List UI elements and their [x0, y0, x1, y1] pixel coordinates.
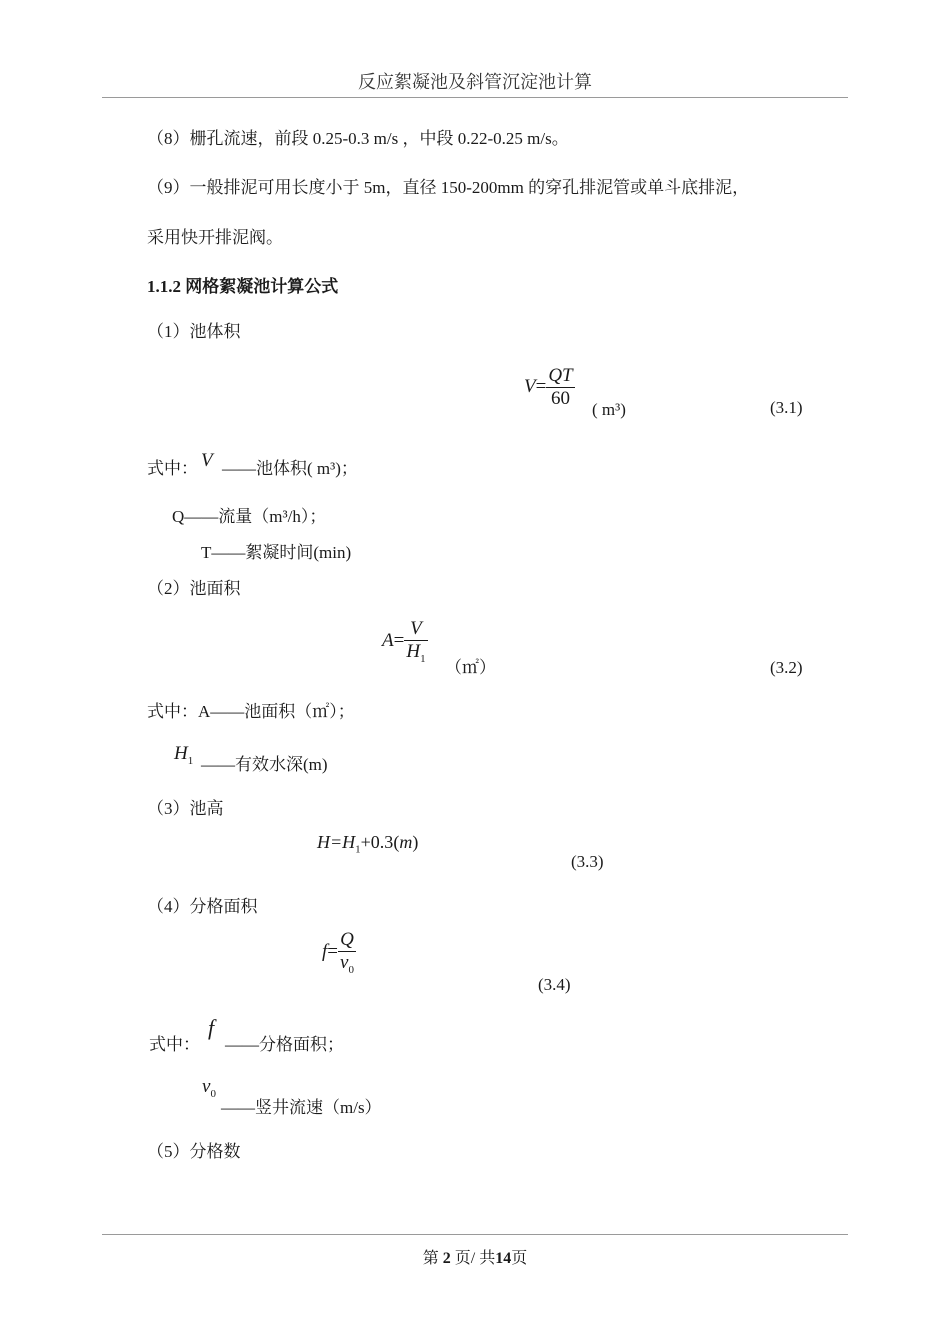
equation-3-3 — [317, 832, 418, 856]
eq2-op: = — [393, 629, 405, 651]
def4-symbol2 — [202, 1076, 216, 1100]
def4-desc2: ——竖井流速（m/s） — [221, 1098, 382, 1117]
eq4-numerator: Q — [340, 929, 354, 950]
def4-symbol: f — [208, 1015, 215, 1040]
item-2-label: （2）池面积 — [147, 579, 241, 598]
eq1-number: (3.1) — [770, 398, 803, 417]
eq3-paren-left: ( — [393, 832, 400, 852]
eq3-unit: m — [399, 832, 413, 852]
item-1-label: （1）池体积 — [147, 322, 241, 341]
footer-rule — [102, 1234, 848, 1235]
footer-mid: 页/ 共 — [454, 1250, 496, 1267]
eq3-paren-right: ) — [412, 832, 419, 852]
eq1-unit: ( m³) — [592, 400, 626, 419]
eq1-numerator: QT — [548, 365, 573, 386]
footer-total-pages: 14 — [495, 1250, 512, 1267]
paragraph-9-line1: （9）一般排泥可用长度小于 5m，直径 150-200mm 的穿孔排泥管或单斗底排泥， — [147, 178, 750, 197]
def2-desc: ——有效水深(m) — [201, 755, 328, 774]
eq4-denominator — [338, 951, 356, 976]
eq2-number: (3.2) — [770, 658, 803, 677]
page-header-title: 反应絮凝池及斜管沉淀池计算 — [358, 72, 592, 92]
eq4-fraction — [338, 929, 356, 976]
def4-text: ——分格面积； — [225, 1035, 344, 1054]
def1-q: Q——流量（m³/h）； — [172, 507, 327, 526]
item-3-label: （3）池高 — [147, 799, 224, 818]
header-rule — [102, 97, 848, 98]
equation-3-2 — [382, 618, 428, 665]
footer-suffix: 页 — [511, 1250, 528, 1267]
paragraph-8: （8）栅孔流速，前段 0.25-0.3 m/s ，中段 0.22-0.25 m/s。 — [147, 129, 569, 148]
def1-symbol: V — [201, 450, 213, 471]
eq1-denominator: 60 — [546, 387, 574, 410]
def1-prefix: 式中： — [147, 459, 198, 478]
eq4-den-symbol: v — [340, 952, 349, 973]
def2-symbol-letter: H — [174, 743, 188, 764]
eq2-lhs: A — [382, 629, 394, 651]
eq2-den-symbol: H — [406, 641, 421, 662]
item-4-label: （4）分格面积 — [147, 897, 258, 916]
eq4-op: = — [327, 940, 338, 962]
def1-text: ——池体积( m³)； — [222, 459, 358, 478]
footer-page-number: 2 — [442, 1250, 451, 1267]
eq2-den-subscript: 1 — [420, 652, 426, 665]
section-heading: 1.1.2 网格絮凝池计算公式 — [147, 277, 339, 296]
eq3-lhs: H — [317, 832, 330, 852]
eq4-lhs: f — [322, 940, 328, 962]
eq2-denominator — [404, 640, 427, 665]
eq1-op: = — [535, 375, 547, 397]
eq1-fraction — [546, 365, 574, 410]
eq4-number: (3.4) — [538, 975, 571, 994]
eq3-subscript: 1 — [355, 843, 361, 856]
eq3-constant: +0.3 — [360, 832, 394, 852]
eq1-lhs: V — [524, 375, 536, 397]
def4-prefix: 式中： — [149, 1035, 200, 1054]
eq2-fraction — [404, 618, 427, 665]
footer-prefix: 第 — [422, 1250, 439, 1267]
equation-3-4 — [322, 929, 356, 976]
def4-symbol2-letter: v — [202, 1076, 211, 1097]
equation-3-1 — [524, 365, 575, 410]
def2-symbol-subscript: 1 — [187, 754, 194, 767]
paragraph-9-line2: 采用快开排泥阀。 — [147, 228, 283, 247]
eq4-den-subscript: 0 — [348, 963, 354, 976]
page-footer — [0, 1245, 950, 1268]
eq3-number: (3.3) — [571, 852, 604, 871]
eq2-unit: （㎡） — [445, 658, 496, 677]
eq2-numerator: V — [410, 618, 422, 639]
item-5-label: （5）分格数 — [147, 1142, 241, 1161]
def2-text: 式中：A——池面积（㎡）； — [147, 702, 355, 721]
eq3-rhs-h: =H — [330, 832, 356, 852]
def1-t: T——絮凝时间(min) — [201, 543, 352, 562]
def2-symbol — [174, 743, 193, 767]
def4-symbol2-subscript: 0 — [210, 1087, 216, 1100]
